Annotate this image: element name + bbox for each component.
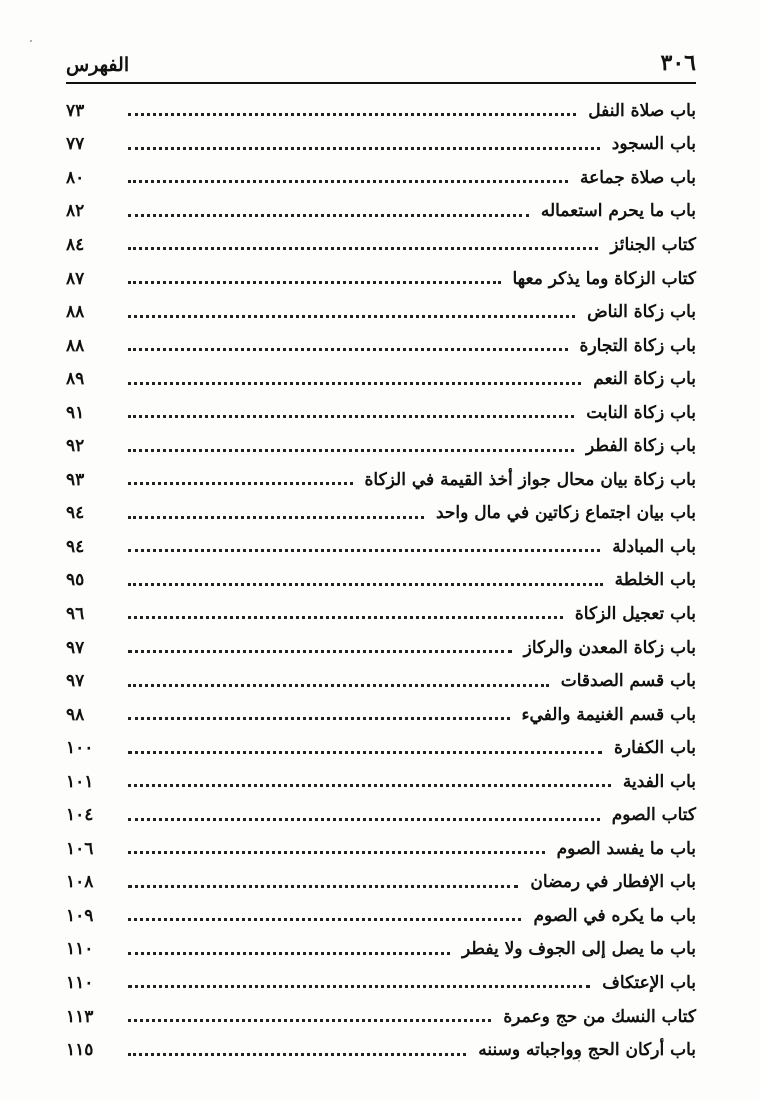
toc-entry-title: باب زكاة بيان محال جواز أخذ القيمة في الزكاة xyxy=(364,469,696,490)
toc-entry-title: باب زكاة المعدن والركاز xyxy=(523,637,696,658)
toc-entry-page-number: ٧٣ xyxy=(66,100,85,121)
toc-entry-page-number: ٨٨ xyxy=(66,335,85,356)
toc-entry xyxy=(66,161,696,195)
dot-leader xyxy=(128,113,576,116)
toc-entry-page-number: ١٠١ xyxy=(66,771,94,792)
toc-entry xyxy=(66,295,696,329)
toc-entry-page-number: ٩٥ xyxy=(66,570,85,591)
toc-entry xyxy=(66,228,696,262)
dot-leader xyxy=(128,1053,466,1056)
toc-entry xyxy=(66,1000,696,1034)
toc-entry-page-number: ١١٥ xyxy=(66,1040,94,1061)
toc-entry-title: كتاب الجنائز xyxy=(610,234,696,255)
toc-entry-page-number: ١٠٦ xyxy=(66,838,94,859)
header-rule xyxy=(66,82,696,84)
dot-leader xyxy=(128,281,501,284)
toc-entry-title: باب بيان اجتماع زكاتين في مال واحد xyxy=(435,503,696,524)
toc-entry-page-number: ٩٧ xyxy=(66,671,85,692)
toc-entry-page-number: ٩١ xyxy=(66,402,85,423)
toc-entry-page-number: ٨٢ xyxy=(66,201,85,222)
toc-entry-page-number: ٩٦ xyxy=(66,603,85,624)
toc-entry-title: باب المبادلة xyxy=(612,536,696,557)
toc-entry-title: باب الكفارة xyxy=(613,738,696,759)
toc-entry xyxy=(66,698,696,732)
dot-leader xyxy=(128,516,424,519)
toc-entry-page-number: ٩٤ xyxy=(66,536,85,557)
dot-leader xyxy=(128,650,512,653)
toc-entry-page-number: ٩٢ xyxy=(66,436,85,457)
dot-leader xyxy=(128,180,568,183)
toc-entry-title: باب صلاة جماعة xyxy=(579,167,696,188)
toc-entry xyxy=(66,128,696,162)
toc-entry xyxy=(66,362,696,396)
toc-entry-page-number: ٨٩ xyxy=(66,369,85,390)
toc-entry xyxy=(66,329,696,363)
toc-entry xyxy=(66,765,696,799)
dot-leader xyxy=(128,918,521,921)
toc-entry-page-number: ١١٠ xyxy=(66,939,94,960)
toc-entry xyxy=(66,866,696,900)
toc-entry xyxy=(66,832,696,866)
table-of-contents xyxy=(66,94,696,1067)
dot-leader xyxy=(128,616,563,619)
toc-entry-title: كتاب الزكاة وما يذكر معها xyxy=(512,268,696,289)
toc-entry xyxy=(66,463,696,497)
running-title: الفهرس xyxy=(66,54,130,76)
dot-leader xyxy=(128,348,568,351)
dot-leader xyxy=(128,1019,491,1022)
paper-speck xyxy=(30,40,32,42)
toc-entry xyxy=(66,933,696,967)
toc-entry-title: باب أركان الحج وواجباته وسننه xyxy=(478,1040,696,1061)
dot-leader xyxy=(128,214,529,217)
toc-entry-title: باب زكاة الناض xyxy=(587,302,696,323)
dot-leader xyxy=(128,315,575,318)
dot-leader xyxy=(128,885,518,888)
toc-entry-page-number: ٩٣ xyxy=(66,469,85,490)
toc-entry xyxy=(66,899,696,933)
toc-entry-title: باب قسم الغنيمة والفيء xyxy=(521,704,696,725)
toc-entry-title: باب الخلطة xyxy=(614,570,696,591)
dot-leader xyxy=(128,818,600,821)
toc-entry-page-number: ٩٨ xyxy=(66,704,85,725)
toc-entry-title: كتاب النسك من حج وعمرة xyxy=(503,1006,696,1027)
toc-entry xyxy=(66,631,696,665)
dot-leader xyxy=(128,952,450,955)
toc-entry xyxy=(66,530,696,564)
toc-entry-page-number: ١٠٠ xyxy=(66,738,94,759)
dot-leader xyxy=(128,449,574,452)
page-header xyxy=(66,40,696,76)
toc-entry-page-number: ١٠٩ xyxy=(66,905,94,926)
toc-entry xyxy=(66,664,696,698)
toc-entry xyxy=(66,731,696,765)
toc-entry-title: باب زكاة الفطر xyxy=(586,436,696,457)
dot-leader xyxy=(128,751,602,754)
toc-entry-title: باب تعجيل الزكاة xyxy=(574,603,696,624)
page-number: ٣٠٦ xyxy=(660,50,696,76)
toc-entry xyxy=(66,195,696,229)
toc-entry-page-number: ١٠٨ xyxy=(66,872,94,893)
toc-entry xyxy=(66,497,696,531)
dot-leader xyxy=(128,583,603,586)
dot-leader xyxy=(128,415,574,418)
toc-entry-title: باب ما يصل إلى الجوف ولا يفطر xyxy=(462,939,696,960)
toc-entry xyxy=(66,1033,696,1067)
dot-leader xyxy=(128,784,611,787)
toc-entry-title: باب الإعتكاف xyxy=(602,972,696,993)
dot-leader xyxy=(128,247,598,250)
dot-leader xyxy=(128,717,510,720)
toc-entry xyxy=(66,262,696,296)
toc-entry-title: باب ما يكره في الصوم xyxy=(533,905,696,926)
dot-leader xyxy=(128,147,600,150)
toc-entry xyxy=(66,396,696,430)
toc-entry xyxy=(66,429,696,463)
toc-entry-title: باب ما يحرم استعماله xyxy=(540,201,696,222)
toc-entry xyxy=(66,94,696,128)
toc-entry xyxy=(66,564,696,598)
dot-leader xyxy=(128,382,581,385)
toc-entry xyxy=(66,597,696,631)
toc-entry-page-number: ٨٤ xyxy=(66,234,85,255)
toc-entry xyxy=(66,798,696,832)
toc-entry-page-number: ٧٧ xyxy=(66,134,85,155)
toc-entry-title: باب السجود xyxy=(611,134,696,155)
dot-leader xyxy=(128,985,590,988)
toc-entry-page-number: ٨٧ xyxy=(66,268,85,289)
toc-entry-page-number: ٩٧ xyxy=(66,637,85,658)
toc-entry-page-number: ٨٠ xyxy=(66,167,85,188)
dot-leader xyxy=(128,549,600,552)
dot-leader xyxy=(128,851,545,854)
toc-entry-page-number: ١١٠ xyxy=(66,972,94,993)
toc-entry-title: باب زكاة النعم xyxy=(593,369,696,390)
toc-entry-title: باب ما يفسد الصوم xyxy=(556,838,696,859)
toc-entry xyxy=(66,966,696,1000)
toc-entry-title: باب الإفطار في رمضان xyxy=(530,872,696,893)
toc-entry-title: باب الفدية xyxy=(622,771,696,792)
toc-entry-page-number: ١١٣ xyxy=(66,1006,94,1027)
toc-entry-title: باب قسم الصدقات xyxy=(560,671,696,692)
dot-leader xyxy=(128,482,353,485)
toc-entry-title: باب زكاة النابت xyxy=(586,402,696,423)
toc-entry-page-number: ١٠٤ xyxy=(66,805,94,826)
toc-entry-title: باب صلاة النفل xyxy=(588,100,696,121)
toc-entry-page-number: ٨٨ xyxy=(66,302,85,323)
toc-entry-title: باب زكاة التجارة xyxy=(579,335,696,356)
dot-leader xyxy=(128,684,549,687)
toc-entry-title: كتاب الصوم xyxy=(611,805,696,826)
paper-speck xyxy=(578,1060,580,1062)
toc-entry-page-number: ٩٤ xyxy=(66,503,85,524)
